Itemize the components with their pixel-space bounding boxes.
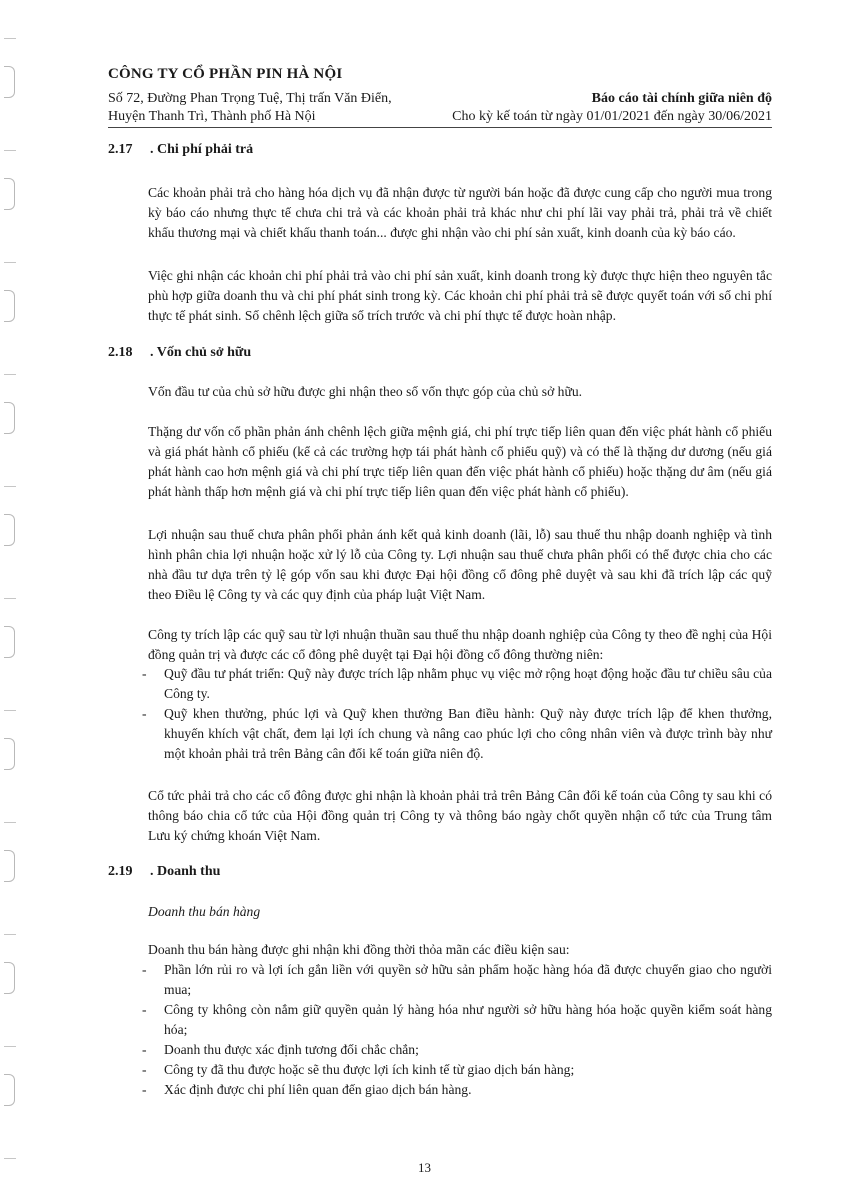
binder-hole	[4, 290, 15, 322]
section-heading-2-17	[108, 142, 253, 158]
paragraph: Các khoản phải trả cho hàng hóa dịch vụ đã nhận được từ người bán hoặc đã được cung cấp cho người mua trong kỳ báo cáo nhưng thực tế chưa chi trả và các khoản phải trả khác như chi phí lãi vay phải trả, phải trả về chiết khấu thương mại và chiết khấu thanh toán... được ghi nhận vào chi phí sản xuất, kinh doanh của kỳ báo cáo.	[148, 185, 772, 240]
binder-tick	[4, 262, 16, 263]
page-number: 13	[418, 1160, 431, 1175]
binder-tick	[4, 1158, 16, 1159]
page-header	[108, 66, 772, 125]
section-title: . Chi phí phải trả	[150, 142, 254, 157]
list-item: - Quỹ đầu tư phát triển: Quỹ này được trích lập nhằm phục vụ việc mở rộng hoạt động hoặc đầu tư chiều sâu của Công ty.	[142, 664, 772, 704]
address-line-1: Số 72, Đường Phan Trọng Tuệ, Thị trấn Văn Điển,	[108, 91, 392, 106]
fund-list	[142, 664, 772, 764]
list-item: - Xác định được chi phí liên quan đến giao dịch bán hàng.	[142, 1080, 772, 1100]
bullet-dash: -	[142, 962, 147, 977]
binder-hole	[4, 66, 15, 98]
binder-hole	[4, 850, 15, 882]
revenue-conditions-list	[142, 960, 772, 1100]
binder-tick	[4, 1046, 16, 1047]
list-item: - Công ty đã thu được hoặc sẽ thu được lợi ích kinh tế từ giao dịch bán hàng;	[142, 1060, 772, 1080]
binder-hole	[4, 626, 15, 658]
list-item: - Phần lớn rủi ro và lợi ích gắn liền với quyền sở hữu sản phẩm hoặc hàng hóa đã được chuyển giao cho người mua;	[142, 960, 772, 1000]
report-period: Cho kỳ kế toán từ ngày 01/01/2021 đến ngày 30/06/2021	[452, 109, 772, 124]
binder-tick	[4, 822, 16, 823]
list-item: - Quỹ khen thưởng, phúc lợi và Quỹ khen thưởng Ban điều hành: Quỹ này được trích lập để khen thưởng, khuyến khích vật chất, đem lại lợi ích chung và nâng cao phúc lợi cho công nhân viên và được trình bày như một khoản phải trả trên Bảng cân đối kế toán giữa niên độ.	[142, 704, 772, 764]
binder-tick	[4, 710, 16, 711]
paragraph: Thặng dư vốn cổ phần phản ánh chênh lệch giữa mệnh giá, chi phí trực tiếp liên quan đến việc phát hành cổ phiếu và giá phát hành cổ phiếu (kể cả các trường hợp tái phát hành cổ phiếu quỹ) và có thể là thặng dư dương (nếu giá phát hành cao hơn mệnh giá và chi phí trực tiếp liên quan đến việc phát hành cổ phiếu) hoặc thặng dư âm (nếu giá phát hành thấp hơn mệnh giá và chi phí trực tiếp liên quan đến việc phát hành cổ phiếu).	[148, 424, 772, 499]
binder-tick	[4, 598, 16, 599]
binder-tick	[4, 150, 16, 151]
binder-tick	[4, 38, 16, 39]
binder-hole	[4, 514, 15, 546]
report-title: Báo cáo tài chính giữa niên độ	[591, 91, 772, 106]
bullet-dash: -	[142, 1042, 147, 1057]
section-number: 2.17	[108, 142, 133, 157]
section-heading-2-19	[108, 864, 220, 880]
binder-hole	[4, 962, 15, 994]
company-name: CÔNG TY CỔ PHẦN PIN HÀ NỘI	[108, 66, 343, 82]
header-divider	[108, 127, 772, 128]
bullet-dash: -	[142, 1002, 147, 1017]
binder-tick	[4, 934, 16, 935]
paragraph: Việc ghi nhận các khoản chi phí phải trả vào chi phí sản xuất, kinh doanh trong kỳ được thực hiện theo nguyên tắc phù hợp giữa doanh thu và chi phí phát sinh trong kỳ. Các khoản chi phí phải trả sẽ được quyết toán với số chi phí thực tế phát sinh. Số chênh lệch giữa số trích trước và chi phí thực tế được hoàn nhập.	[148, 268, 772, 323]
subsection-title: Doanh thu bán hàng	[148, 904, 261, 919]
section-number: 2.19	[108, 864, 133, 879]
bullet-dash: -	[142, 706, 147, 721]
section-title: . Vốn chủ sở hữu	[150, 345, 252, 360]
paragraph: Cổ tức phải trả cho các cổ đông được ghi nhận là khoản phải trả trên Bảng Cân đối kế toán của Công ty sau khi có thông báo chia cổ tức của Hội đồng quản trị Công ty và thông báo ngày chốt quyền nhận cổ tức của Trung tâm Lưu ký chứng khoán Việt Nam.	[148, 788, 772, 843]
list-item: - Doanh thu được xác định tương đối chắc chắn;	[142, 1040, 772, 1060]
binder-tick	[4, 374, 16, 375]
paragraph: Doanh thu bán hàng được ghi nhận khi đồng thời thỏa mãn các điều kiện sau:	[148, 942, 570, 957]
paragraph: Lợi nhuận sau thuế chưa phân phối phản ánh kết quả kinh doanh (lãi, lỗ) sau thuế thu nhập doanh nghiệp và tình hình phân chia lợi nhuận hoặc xử lý lỗ của Công ty. Lợi nhuận sau thuế chưa phân phối có thể được chia cho các nhà đầu tư dựa trên tỷ lệ góp vốn sau khi được Đại hội đồng cổ đông phê duyệt và sau khi đã trích lập các quỹ theo Điều lệ Công ty và các quy định của pháp luật Việt Nam.	[148, 527, 772, 602]
bullet-dash: -	[142, 1062, 147, 1077]
section-title: . Doanh thu	[150, 864, 221, 879]
bullet-dash: -	[142, 666, 147, 681]
binder-hole	[4, 178, 15, 210]
list-item: - Công ty không còn nắm giữ quyền quản lý hàng hóa như người sở hữu hàng hóa hoặc quyền kiểm soát hàng hóa;	[142, 1000, 772, 1040]
paragraph: Công ty trích lập các quỹ sau từ lợi nhuận thuần sau thuế thu nhập doanh nghiệp của Công ty theo đề nghị của Hội đồng quản trị và được các cổ đông phê duyệt tại Đại hội đồng cổ đông thường niên:	[148, 627, 772, 662]
address-line-2: Huyện Thanh Trì, Thành phố Hà Nội	[108, 109, 316, 124]
binder-holes	[0, 0, 30, 1200]
section-number: 2.18	[108, 345, 133, 360]
binder-hole	[4, 738, 15, 770]
binder-hole	[4, 402, 15, 434]
binder-tick	[4, 486, 16, 487]
section-heading-2-18	[108, 345, 251, 361]
paragraph: Vốn đầu tư của chủ sở hữu được ghi nhận theo số vốn thực góp của chủ sở hữu.	[148, 384, 583, 399]
binder-hole	[4, 1074, 15, 1106]
bullet-dash: -	[142, 1082, 147, 1097]
